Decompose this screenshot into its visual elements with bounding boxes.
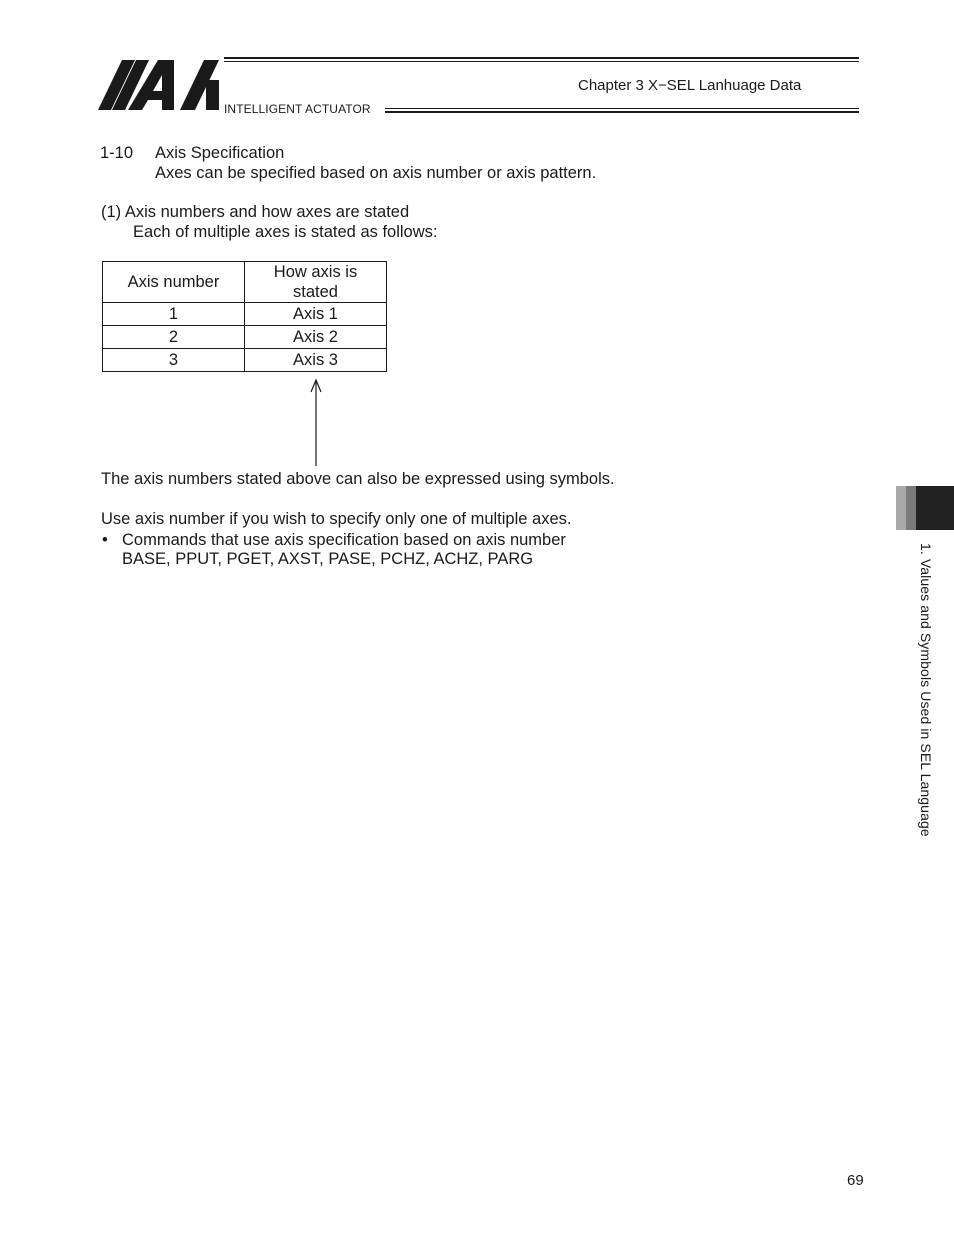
header-how-stated bbox=[245, 262, 387, 303]
table-header-row bbox=[103, 262, 387, 303]
axis-number-cell: 2 bbox=[103, 326, 245, 349]
up-arrow-icon bbox=[305, 378, 327, 468]
table-row bbox=[103, 326, 387, 349]
section-title: Axis Specification bbox=[155, 144, 285, 162]
chapter-side-tab bbox=[896, 486, 954, 530]
symbols-note: The axis numbers stated above can also be expressed using symbols. bbox=[101, 470, 615, 488]
subsection-intro: Each of multiple axes is stated as follows: bbox=[133, 223, 438, 241]
axis-number-cell: 1 bbox=[103, 303, 245, 326]
axis-stated-cell: Axis 2 bbox=[245, 326, 387, 349]
section-intro: Axes can be specified based on axis number or axis pattern. bbox=[155, 164, 597, 182]
iai-logo bbox=[98, 58, 220, 111]
section-number: 1-10 bbox=[100, 144, 134, 162]
axis-stated-cell: Axis 1 bbox=[245, 303, 387, 326]
table-row bbox=[103, 303, 387, 326]
bullet-line1: Commands that use axis specification based on axis number bbox=[122, 531, 566, 549]
usage-note: Use axis number if you wish to specify only one of multiple axes. bbox=[101, 510, 572, 528]
brand-name: INTELLIGENT ACTUATOR bbox=[224, 102, 371, 116]
bullet-line2: BASE, PPUT, PGET, AXST, PASE, PCHZ, ACHZ, PARG bbox=[122, 550, 534, 568]
axis-number-cell: 3 bbox=[103, 349, 245, 372]
chapter-title: Chapter 3 X−SEL Lanhuage Data bbox=[578, 77, 802, 94]
side-tab-label: 1. Values and Symbols Used in SEL Language bbox=[918, 543, 934, 837]
header-rule-top bbox=[224, 57, 859, 59]
header-axis-number: Axis number bbox=[103, 262, 245, 303]
axis-table bbox=[102, 261, 387, 372]
subsection-heading: (1) Axis numbers and how axes are stated bbox=[101, 203, 410, 221]
header-rule-bottom bbox=[385, 111, 859, 113]
header-how-stated-line1: How axis is bbox=[273, 263, 358, 281]
table-row bbox=[103, 349, 387, 372]
header-rule-top-thin bbox=[224, 61, 859, 62]
page-number: 69 bbox=[847, 1172, 864, 1189]
header-how-stated-line2: stated bbox=[293, 283, 338, 301]
bullet-marker: • bbox=[102, 531, 108, 549]
axis-stated-cell: Axis 3 bbox=[245, 349, 387, 372]
header-rule-bottom-thin bbox=[385, 108, 859, 109]
